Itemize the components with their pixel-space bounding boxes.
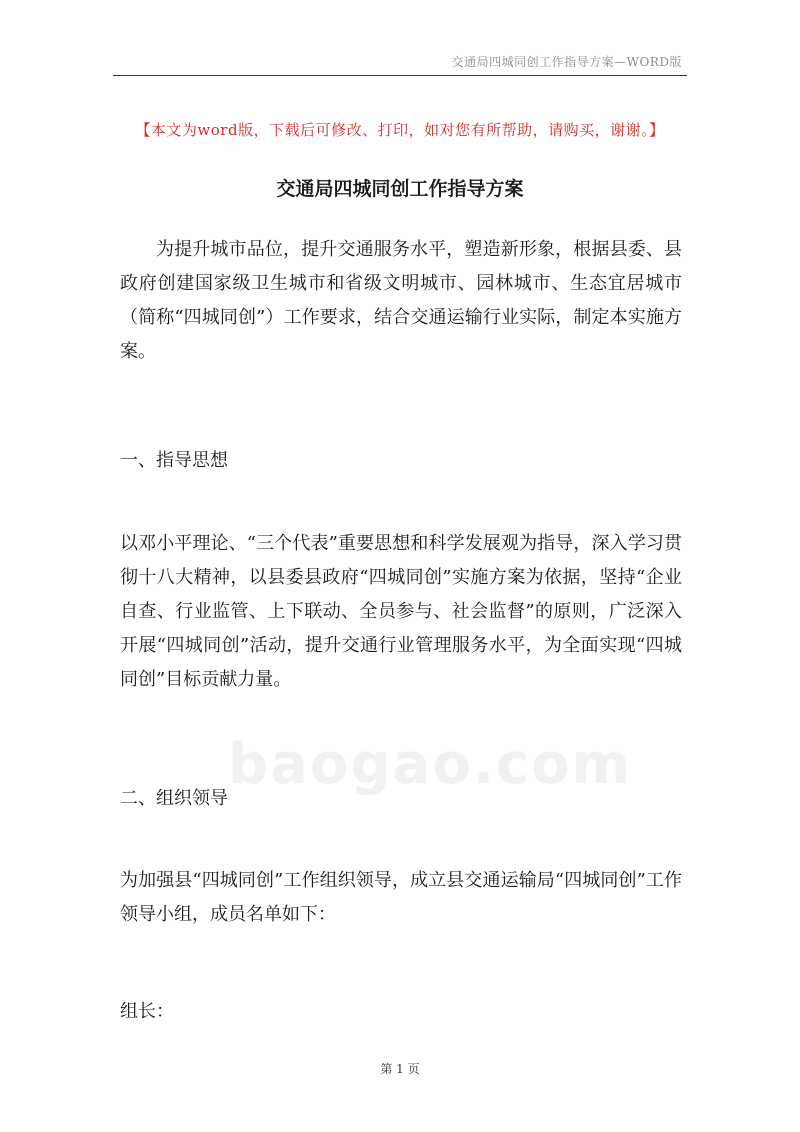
section-1-body: 以邓小平理论、“三个代表”重要思想和科学发展观为指导，深入学习贯彻十八大精神，以县委县政府“四城同创”实施方案为依据，坚持“企业自查、行业监管、上下联动、全员参与、社会监督”的原则，广泛深入开展“四城同创”活动，提升交通行业管理服务水平，为全面实现“四城同创”目标贡献力量。 — [120, 533, 682, 690]
running-header: 交通局四城同创工作指导方案—WORD版 — [451, 55, 682, 69]
header-divider — [113, 75, 687, 76]
page-number: 第 1 页 — [380, 1062, 420, 1076]
watermark: baogao.com — [228, 732, 632, 797]
intro-paragraph: 为提升城市品位，提升交通服务水平，塑造新形象，根据县委、县政府创建国家级卫生城市和省级文明城市、园林城市、生态宜居城市（简称“四城同创”）工作要求，结合交通运输行业实际，制定本实施方案。 — [120, 239, 682, 362]
purchase-notice: 【本文为word版，下载后可修改、打印，如对您有所帮助，请购买，谢谢。】 — [135, 121, 665, 139]
section-2-body: 为加强县“四城同创”工作组织领导，成立县交通运输局“四城同创”工作领导小组，成员名单如下： — [120, 870, 682, 925]
section-2-heading: 二、组织领导 — [120, 788, 228, 809]
document-title: 交通局四城同创工作指导方案 — [276, 178, 524, 200]
section-1-heading: 一、指导思想 — [120, 450, 228, 471]
group-leader-label: 组长： — [120, 1001, 174, 1022]
